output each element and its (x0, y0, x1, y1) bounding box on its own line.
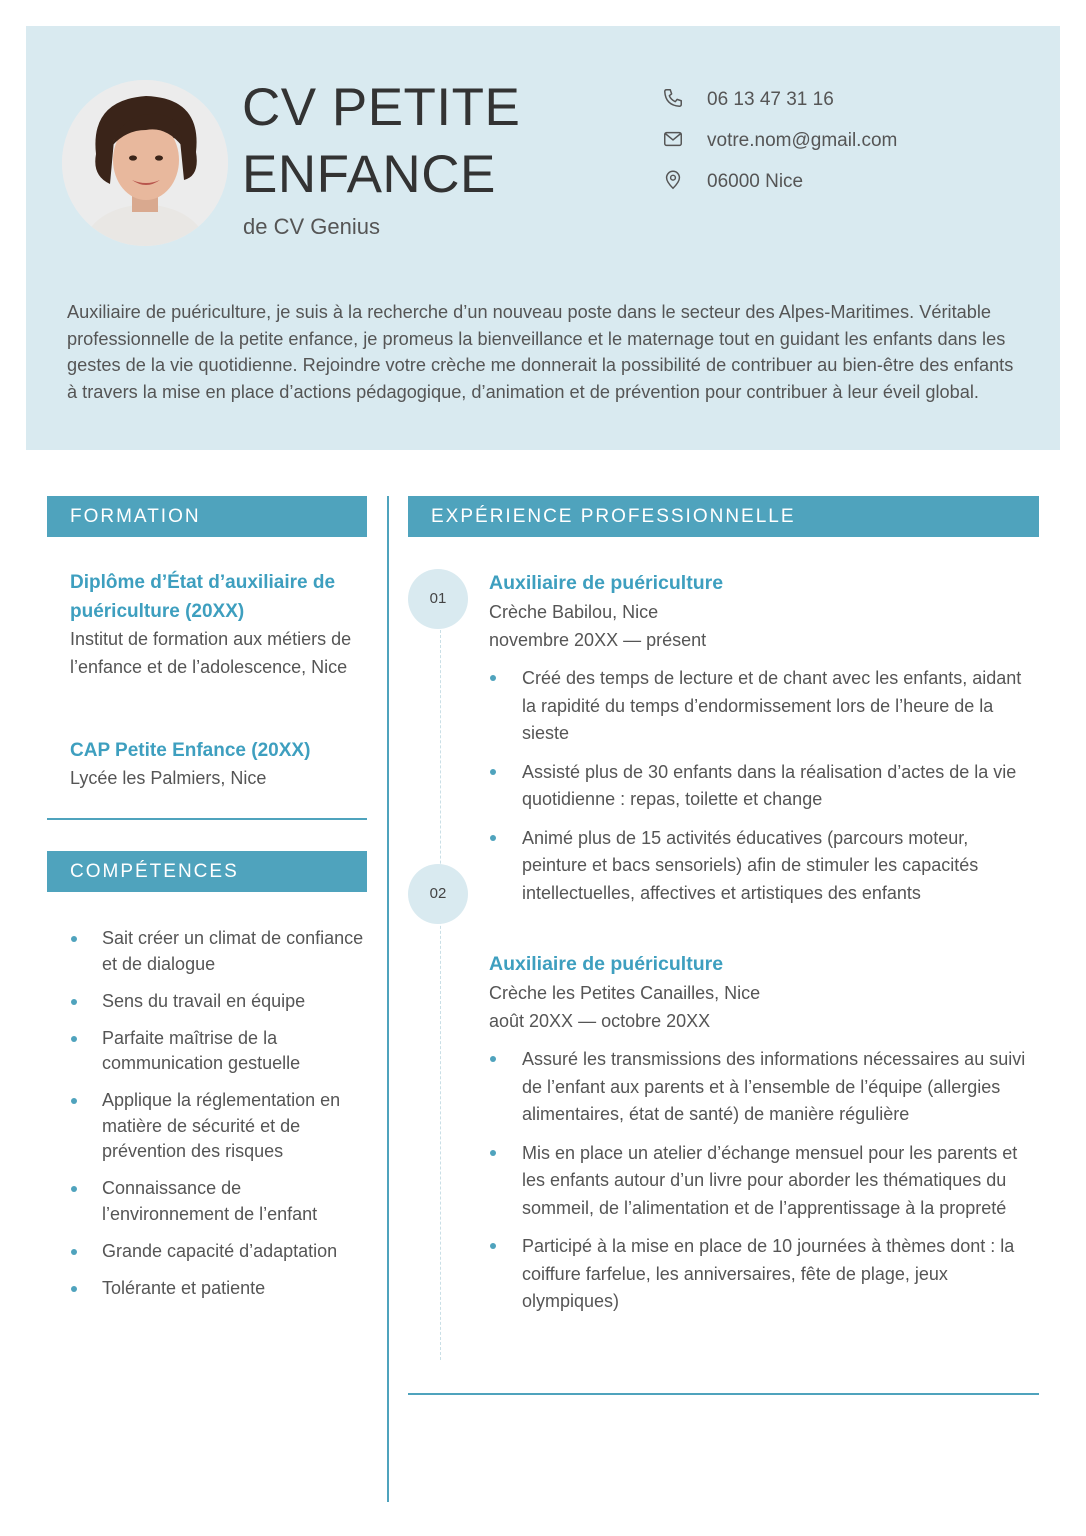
timeline-line (440, 630, 441, 1360)
job-bullet: Participé à la mise en place de 10 journées à thèmes dont : la coiffure farfelue, les anniversaires, fête de plage, jeux olympiques) (489, 1233, 1034, 1316)
job-bullet: Assisté plus de 30 enfants dans la réalisation d’actes de la vie quotidienne : repas, toilette et change (489, 759, 1034, 814)
formation-item (70, 736, 360, 793)
job-company: Crèche les Petites Canailles, Nice (489, 983, 761, 1003)
formation-separator (47, 818, 367, 820)
job-bullet: Créé des temps de lecture et de chant avec les enfants, aidant la rapidité du temps d’endormissement lors de l’heure de la sieste (489, 665, 1034, 748)
job-entry (489, 568, 1034, 918)
envelope-icon (662, 128, 684, 150)
column-divider (387, 496, 389, 1502)
skill-item: Sait créer un climat de confiance et de dialogue (70, 926, 370, 977)
job-dates: novembre 20XX — présent (489, 630, 707, 650)
timeline-number-01: 01 (408, 569, 468, 629)
formation-heading: FORMATION (47, 496, 367, 537)
job-title: Auxiliaire de puériculture (489, 953, 724, 975)
skill-item: Applique la réglementation en matière de sécurité et de prévention des risques (70, 1088, 370, 1165)
header-panel (26, 26, 1060, 450)
cv-title (242, 74, 520, 208)
job-dates: août 20XX — octobre 20XX (489, 1011, 711, 1031)
skill-item: Connaissance de l’environnement de l’enfant (70, 1176, 370, 1227)
job-entry (489, 949, 1034, 1327)
profile-summary: Auxiliaire de puériculture, je suis à la recherche d’un nouveau poste dans le secteur des Alpes-Maritimes. Véritable professionnelle de la petite enfance, je promeus la bienveillance et le maternage tout en guidant les enfants dans les gestes de la vie quotidienne. Rejoindre votre crèche me donnerait la possibilité de contribuer au bien-être des enfants à travers la mise en place d’actions pédagogique, d’animation et de prévention pour contribuer à leur éveil global. (67, 302, 1014, 402)
location-text: 06000 Nice (707, 171, 804, 192)
formation-item (70, 568, 360, 681)
job-bullets (489, 665, 1034, 907)
cv-subtitle: de CV Genius (243, 214, 380, 239)
skill-item: Tolérante et patiente (70, 1276, 370, 1302)
degree-institution: Lycée les Palmiers, Nice (70, 768, 267, 788)
map-pin-icon (662, 169, 684, 191)
competences-heading: COMPÉTENCES (47, 851, 367, 892)
skills-list (70, 926, 370, 1313)
experience-separator (408, 1393, 1039, 1395)
job-bullets (489, 1046, 1034, 1316)
job-bullet: Assuré les transmissions des informations nécessaires au suivi de l’enfant aux parents et à l’ensemble de l’équipe (allergies alimentaires, état de santé) de manière régulière (489, 1046, 1034, 1129)
email-address: votre.nom@gmail.com (707, 130, 898, 151)
job-bullet: Animé plus de 15 activités éducatives (parcours moteur, peinture et bacs sensoriels) afin de stimuler les capacités intellectuelles, affectives et artistiques des enfants (489, 825, 1034, 908)
degree-title: CAP Petite Enfance (20XX) (70, 740, 311, 761)
degree-institution: Institut de formation aux métiers de l’enfance et de l’adolescence, Nice (70, 629, 352, 677)
job-title: Auxiliaire de puériculture (489, 572, 724, 594)
cv-title-line-1: CV PETITE (242, 78, 521, 137)
timeline-number-02: 02 (408, 864, 468, 924)
phone-icon (662, 87, 684, 109)
skill-item: Sens du travail en équipe (70, 989, 370, 1015)
skill-item: Grande capacité d’adaptation (70, 1239, 370, 1265)
profile-photo (62, 80, 228, 246)
portrait-illustration (62, 80, 228, 246)
experience-heading: EXPÉRIENCE PROFESSIONNELLE (408, 496, 1039, 537)
job-bullet: Mis en place un atelier d’échange mensuel pour les parents et les enfants autour d’un livre pour aborder les thématiques du sommeil, de l’alimentation et de l’apprentissage à la propreté (489, 1140, 1034, 1223)
job-company: Crèche Babilou, Nice (489, 602, 659, 622)
skill-item: Parfaite maîtrise de la communication gestuelle (70, 1026, 370, 1077)
degree-title: Diplôme d’État d’auxiliaire de puériculture (20XX) (70, 572, 336, 622)
phone-number: 06 13 47 31 16 (707, 89, 834, 110)
cv-title-line-2: ENFANCE (242, 145, 496, 204)
